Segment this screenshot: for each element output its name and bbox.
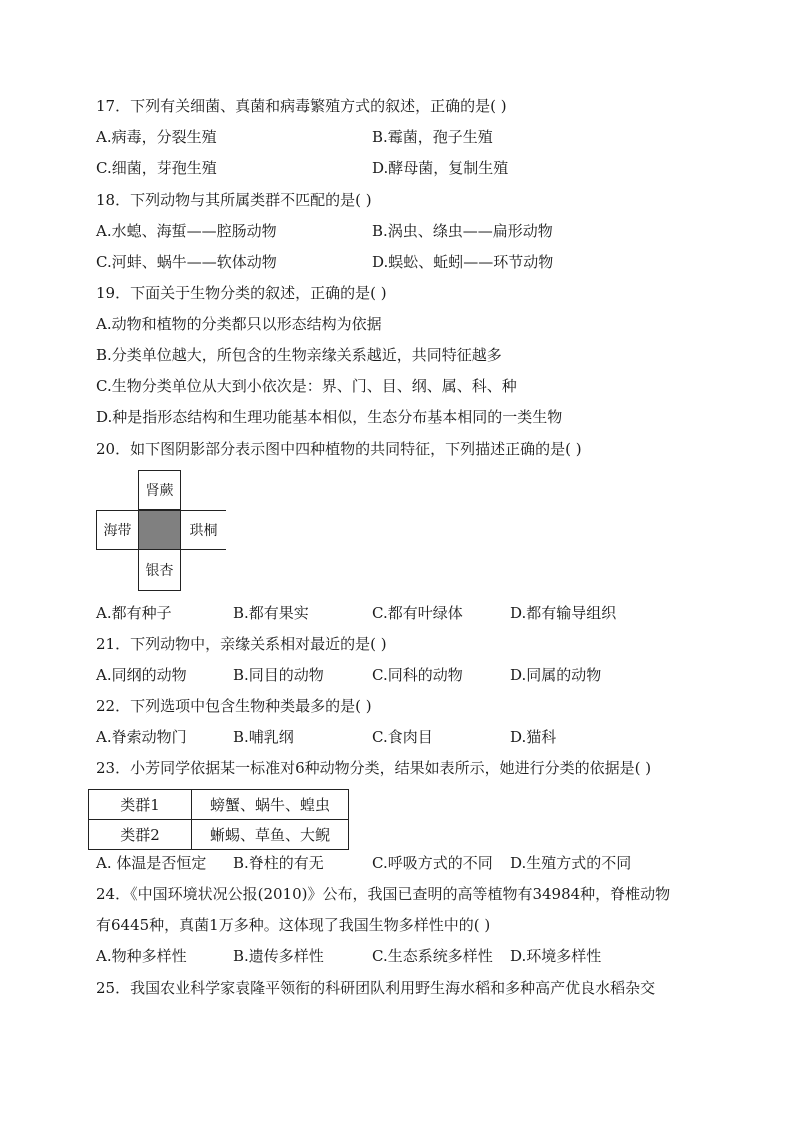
q19-option-c: C.生物分类单位从大到小依次是：界、门、目、纲、属、科、种 <box>96 377 517 395</box>
q22-option-c: C.食肉目 <box>372 728 433 746</box>
q17-option-c: C.细菌，芽孢生殖 <box>96 159 217 177</box>
q17-stem: 17．下列有关细菌、真菌和病毒繁殖方式的叙述，正确的是( ) <box>96 97 507 115</box>
q19-stem: 19．下面关于生物分类的叙述，正确的是( ) <box>96 284 387 302</box>
q22-stem: 22．下列选项中包含生物种类最多的是( ) <box>96 697 372 715</box>
q20-option-b: B.都有果实 <box>233 604 309 622</box>
q22-option-a: A.脊索动物门 <box>96 728 187 746</box>
q18-stem: 18．下列动物与其所属类群不匹配的是( ) <box>96 191 372 209</box>
q20-stem: 20．如下图阴影部分表示图中四种植物的共同特征，下列描述正确的是( ) <box>96 440 582 458</box>
q21-option-d: D.同属的动物 <box>510 666 602 684</box>
q17-option-a: A.病毒，分裂生殖 <box>96 128 217 146</box>
q24-stem: 24．《中国环境状况公报(2010)》公布，我国已查明的高等植物有34984种，脊椎动物 <box>96 885 671 903</box>
table-cell: 类群1 <box>89 790 192 820</box>
table-row <box>89 790 349 820</box>
table-cell: 螃蟹、蜗牛、蝗虫 <box>192 790 349 820</box>
q23-option-c: C.呼吸方式的不同 <box>372 854 493 872</box>
diagram-left-cell: 海带 <box>96 510 139 550</box>
q24-option-c: C.生态系统多样性 <box>372 947 493 965</box>
q20-option-a: A.都有种子 <box>96 604 172 622</box>
plant-cross-diagram <box>96 470 226 592</box>
diagram-top-cell: 肾蕨 <box>138 470 181 510</box>
q21-stem: 21．下列动物中，亲缘关系相对最近的是( ) <box>96 635 387 653</box>
diagram-right-cell: 珙桐 <box>180 510 226 550</box>
q24-option-a: A.物种多样性 <box>96 947 187 965</box>
diagram-bottom-cell: 银杏 <box>138 549 181 591</box>
q24-option-d: D.环境多样性 <box>510 947 602 965</box>
q19-option-d: D.种是指形态结构和生理功能基本相似，生态分布基本相同的一类生物 <box>96 408 563 426</box>
q21-option-a: A.同纲的动物 <box>96 666 187 684</box>
q24-stem-cont: 有6445种，真菌1万多种。这体现了我国生物多样性中的( ) <box>96 916 491 934</box>
q24-option-b: B.遗传多样性 <box>233 947 324 965</box>
q19-option-b: B.分类单位越大，所包含的生物亲缘关系越近，共同特征越多 <box>96 346 502 364</box>
table-row <box>89 820 349 850</box>
q21-option-b: B.同目的动物 <box>233 666 324 684</box>
q25-stem: 25．我国农业科学家袁隆平领衔的科研团队利用野生海水稻和多种高产优良水稻杂交 <box>96 979 656 997</box>
diagram-shaded-center <box>138 510 181 550</box>
q18-option-c: C.河蚌、蜗牛——软体动物 <box>96 253 277 271</box>
table-cell: 类群2 <box>89 820 192 850</box>
q23-option-a: A. 体温是否恒定 <box>96 854 207 872</box>
q23-option-b: B.脊柱的有无 <box>233 854 324 872</box>
q22-option-b: B.哺乳纲 <box>233 728 294 746</box>
q18-option-b: B.涡虫、绦虫——扁形动物 <box>372 222 553 240</box>
q19-option-a: A.动物和植物的分类都只以形态结构为依据 <box>96 315 382 333</box>
q21-option-c: C.同科的动物 <box>372 666 463 684</box>
q23-option-d: D.生殖方式的不同 <box>510 854 632 872</box>
q17-option-b: B.霉菌，孢子生殖 <box>372 128 493 146</box>
q23-classification-table <box>88 789 349 850</box>
q17-option-d: D.酵母菌，复制生殖 <box>372 159 509 177</box>
table-cell: 蜥蜴、草鱼、大鲵 <box>192 820 349 850</box>
q20-option-d: D.都有输导组织 <box>510 604 617 622</box>
q23-stem: 23．小芳同学依据某一标准对6种动物分类，结果如表所示，她进行分类的依据是( ) <box>96 759 652 777</box>
q20-option-c: C.都有叶绿体 <box>372 604 463 622</box>
q18-option-a: A.水螅、海蜇——腔肠动物 <box>96 222 277 240</box>
q22-option-d: D.猫科 <box>510 728 557 746</box>
q18-option-d: D.蜈蚣、蚯蚓——环节动物 <box>372 253 554 271</box>
